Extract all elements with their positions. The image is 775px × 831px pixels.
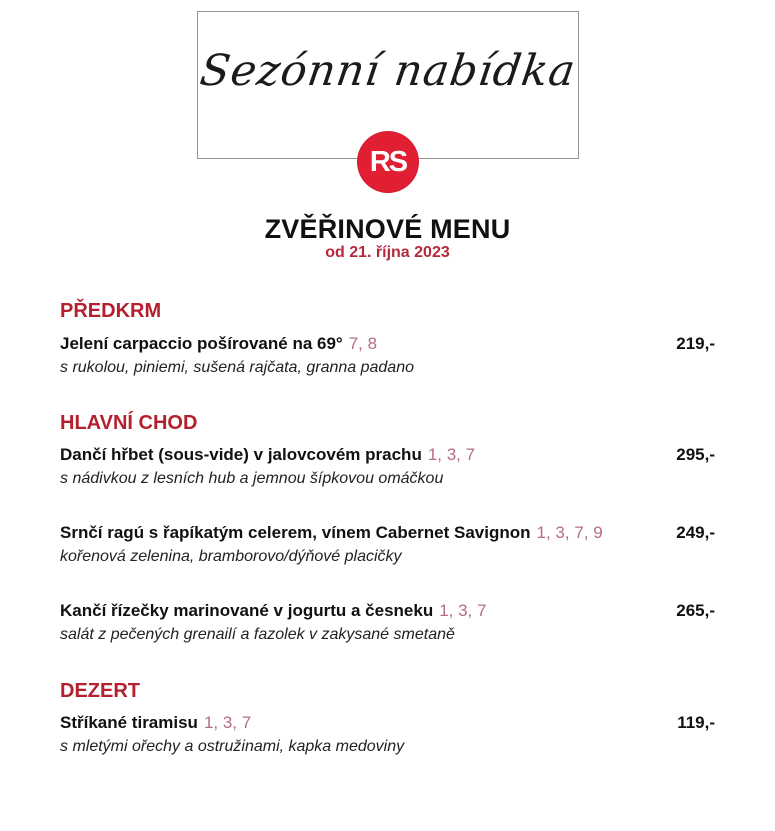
menu-item (60, 523, 715, 566)
menu-item-price: 219,- (676, 334, 715, 353)
menu-item-price: 119,- (677, 713, 715, 732)
menu-item-row (60, 601, 715, 623)
menu-item-description: s nádivkou z lesních hub a jemnou šípkovou omáčkou (60, 470, 444, 487)
menu-item-row (60, 713, 715, 735)
menu-item (60, 445, 715, 488)
menu-item-price: 265,- (676, 601, 715, 620)
menu-item-description: s mletými ořechy a ostružinami, kapka medoviny (60, 738, 405, 755)
menu-item-row (60, 523, 715, 545)
menu-item-allergens: 1, 3, 7 (203, 713, 252, 732)
menu-item-price: 249,- (676, 523, 715, 542)
menu-item (60, 334, 715, 377)
menu-item-allergens: 7, 8 (348, 334, 378, 353)
menu-item (60, 713, 715, 756)
menu-item-description: kořenová zelenina, bramborovo/dýňové placičky (60, 548, 402, 565)
menu-date: od 21. října 2023 (325, 244, 450, 261)
page-title: Sezónní nabídka (196, 46, 580, 96)
menu-item-name: Jelení carpaccio pošírované na 69° (60, 334, 343, 353)
section-title-hlavni-chod: HLAVNÍ CHOD (60, 412, 198, 434)
menu-item-name: Dančí hřbet (sous-vide) v jalovcovém prachu (60, 445, 422, 464)
menu-item-name: Srnčí ragú s řapíkatým celerem, vínem Cabernet Savignon (60, 523, 531, 542)
menu-item-description: s rukolou, piniemi, sušená rajčata, granna padano (60, 359, 414, 376)
restaurant-logo: RS (358, 132, 418, 192)
menu-item (60, 601, 715, 644)
menu-heading: ZVĚŘINOVÉ MENU (264, 214, 511, 244)
menu-item-price: 295,- (676, 445, 715, 464)
menu-item-allergens: 1, 3, 7, 9 (536, 523, 603, 542)
menu-item-row (60, 334, 715, 356)
menu-item-row (60, 445, 715, 467)
menu-item-description: salát z pečených grenailí a fazolek v zakysané smetaně (60, 626, 455, 643)
menu-item-name: Kančí řízečky marinované v jogurtu a česneku (60, 601, 434, 620)
section-title-predkrm: PŘEDKRM (60, 300, 162, 322)
menu-item-name: Stříkané tiramisu (60, 713, 198, 732)
menu-item-allergens: 1, 3, 7 (439, 601, 487, 620)
section-title-dezert: DEZERT (60, 680, 140, 702)
menu-item-allergens: 1, 3, 7 (427, 445, 476, 464)
